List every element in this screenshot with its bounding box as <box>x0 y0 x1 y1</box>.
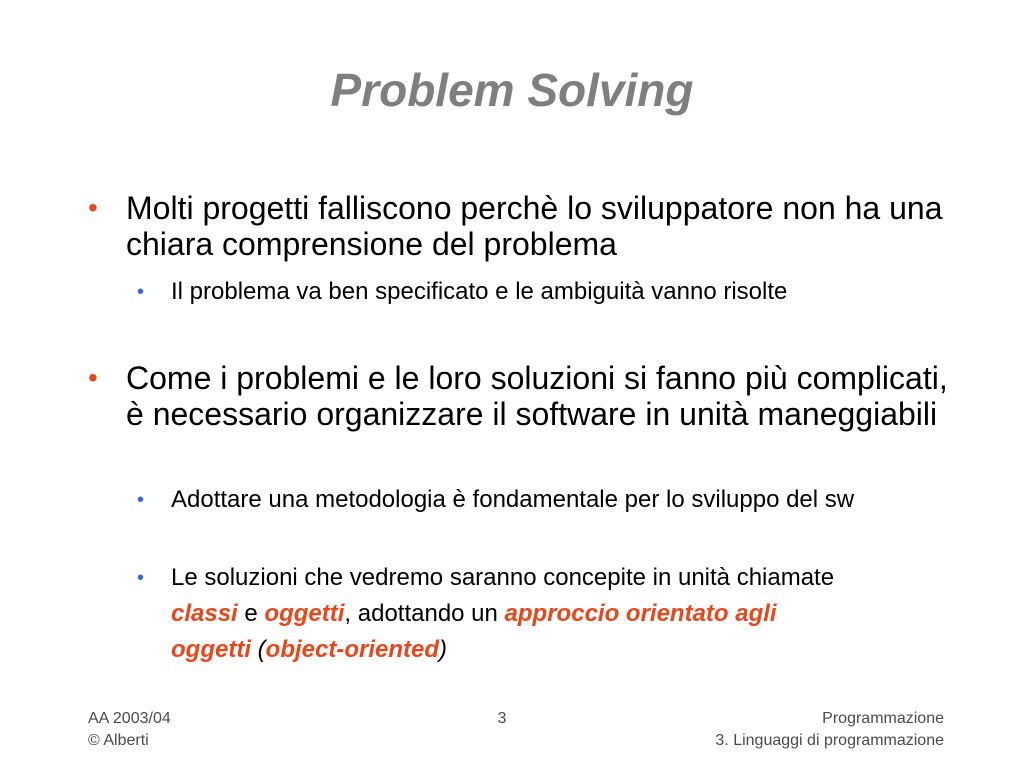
sub-bullet-marker: • <box>137 281 145 303</box>
sub-bullet-item-2-1: Adottare una metodologia è fondamentale per lo sviluppo del sw <box>171 486 855 513</box>
footer-right <box>715 708 944 752</box>
bullet-marker: • <box>88 362 98 393</box>
footer-academic-year: AA 2003/04 <box>88 710 171 727</box>
text-segment: Le soluzioni che vedremo saranno concepite in unità chiamate <box>171 564 835 591</box>
slide-title: Problem Solving <box>330 64 694 116</box>
sub-bullet-marker: • <box>137 489 145 511</box>
footer-chapter: 3. Linguaggi di programmazione <box>715 732 944 749</box>
sub-bullet-marker: • <box>137 567 145 589</box>
keyword-approccio: approccio orientato agli oggetti <box>171 600 777 663</box>
footer-left <box>88 708 171 752</box>
sub-bullet-item-2-2 <box>171 560 861 668</box>
bullet-item-1: Molti progetti falliscono perchè lo sviluppatore non ha una chiara comprensione del problema <box>126 190 943 262</box>
sub-bullet-item-1-1: Il problema va ben specificato e le ambiguità vanno risolte <box>171 278 788 305</box>
text-segment: ( <box>250 636 266 663</box>
keyword-classi: classi <box>171 600 238 627</box>
bullet-marker: • <box>88 192 98 223</box>
keyword-oggetti: oggetti <box>264 600 345 627</box>
footer-course: Programmazione <box>822 710 944 727</box>
footer-author: © Alberti <box>88 732 149 749</box>
footer-page-number: 3 <box>497 710 507 727</box>
bullet-item-2: Come i problemi e le loro soluzioni si fanno più complicati, è necessario organizzare il software in unità maneggiabili <box>126 360 948 432</box>
text-segment: ) <box>439 636 447 663</box>
keyword-object-oriented: object-oriented <box>265 636 439 663</box>
text-segment: , adottando un <box>344 600 505 627</box>
text-segment: e <box>237 600 265 627</box>
